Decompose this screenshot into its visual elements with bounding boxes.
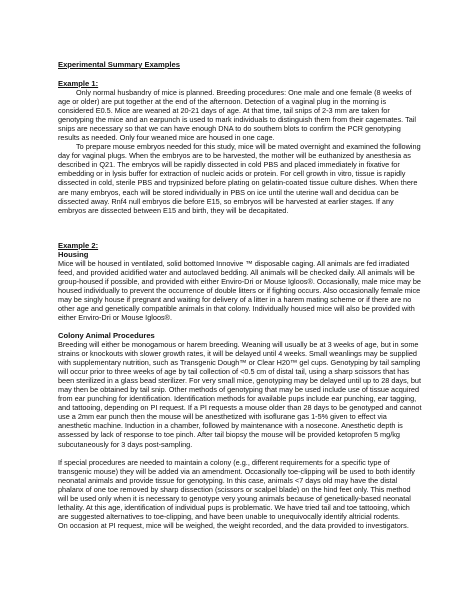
example-2-heading: Example 2: (58, 240, 99, 250)
example-1-paragraph-1: Only normal husbandry of mice is planned. Breeding procedures: One male and one female (8 weeks of age or older) are put together at the end of the afternoon. Detection of a vaginal plug in the morning is considered E0.5. Mice are weaned at 20-21 days of age. At that time, tail snips of 2-3 mm are taken for genotyping the mice and an earpunch is used to mark individuals to distinguish them from their cagemates. Tail snips are necessary so that we can have enough DNA to do southern blots to confirm the PCR genotyping results as needed. Only four weaned mice are housed in one cage. (58, 88, 417, 143)
spacer (58, 69, 422, 79)
housing-heading: Housing (58, 249, 89, 259)
spacer (58, 322, 422, 331)
spacer (58, 215, 422, 241)
spacer (58, 449, 422, 458)
colony-paragraph-3: On occasion at PI request, mice will be weighed, the weight recorded, and the data provided to investigators. (58, 520, 409, 530)
example-1-paragraph-2: To prepare mouse embryos needed for this study, mice will be mated overnight and examined the following day for vaginal plugs. When the embryos are to be harvested, the mother will be euthanized by anesthesia as described in Q21. The embryos will be rapidly dissected in cold PBS and placed immediately in fixative for embedding or in lysis buffer for extraction of nucleic acids or protein. For cell growth in vitro, tissue is rapidly dissected in cold, sterile PBS and trypsinized before plating on gelatin-coated tissue culture dishes. When there are many embryos, each will be stored individually in PBS on ice until the uterine wall and decidua can be dissected away. Rnf4 null embryos die before E15, so embryos will be harvested at earlier stages. If any embryos are dissected between E15 and birth, they will be decapitated. (58, 142, 421, 215)
colony-procedures-heading: Colony Animal Procedures (58, 330, 155, 340)
housing-paragraph: Mice will be housed in ventilated, solid bottomed Innovive ™ disposable caging. All animals are fed irradiated feed, and provided acidified water and autoclaved bedding. All animals will be checked daily. All animals will be group-housed if possible, and provided with either Enviro-Dri or Mouse Igloos®. Occasionally, male mice may be housed individually to prevent the occurrence of double litters or if fighting occurs. Also occasionally female mice may be singly house if pregnant and waiting for delivery of a litter in a harem mating scheme or if there are no other age and genetically compatible animals in that colony. Individually housed mice will also be provided with either Enviro-Dri or Mouse Igloos®. (58, 258, 421, 322)
document-title: Experimental Summary Examples (58, 60, 180, 69)
example-1-heading: Example 1: (58, 79, 99, 88)
colony-paragraph-1: Breeding will either be monogamous or harem breeding. Weaning will usually be at 3 weeks of age, but in some strains or knockouts with slower growth rates, it will be delayed until 4 weeks. Small weanlings may be supplied with supplementary nutrition, such as Transgenic Dough™ or Clear H20™ gel cups. Genotyping by tail sampling will occur prior to three weeks of age by tail collection of <0.5 cm of distal tail, using a sharp scissors that has been sterilized in a glass bead sterilizer. For very small mice, genotyping may be delayed until up to 28 days, but may then be obtained by tail snip. Other methods of genotyping that may be used include use of tissue acquired from ear punching for identification. Identification methods for available pups include ear punching, ear tagging, and tattooing, depending on PI request. If a PI requests a mouse older than 28 days to be genotyped and cannot use a 2mm ear punch then the mouse will be anesthetized with isoflurane gas 1-5% given to effect via anesthetic machine. Induction in a chamber, followed by maintenance with a nosecone. Anesthetic depth is assessed by lack of response to toe pinch. After tail biopsy the mouse will be provided ketoprofen 5 mg/kg subcutaneously for 3 days post-sampling. (58, 339, 422, 449)
colony-paragraph-2: If special procedures are needed to maintain a colony (e.g., different requirements for a specific type of transgenic mouse) they will be added via an amendment. Occasionally toe-clipping will be used to both identify neonatal animals and provide tissue for genotyping. In this case, animals <7 days old may have the distal phalanx of one toe removed by sharp dissection (scissors or scalpel blade) on the hind feet only. This method will be used only when it is necessary to genotype very young animals because of genetically-based neonatal lethality. At this age, identification of individual pups is problematic. We have tried tail and toe tattooing, which are suggested alternatives to toe-clipping, and have been unable to unequivocally identify altricial rodents. (58, 457, 415, 521)
